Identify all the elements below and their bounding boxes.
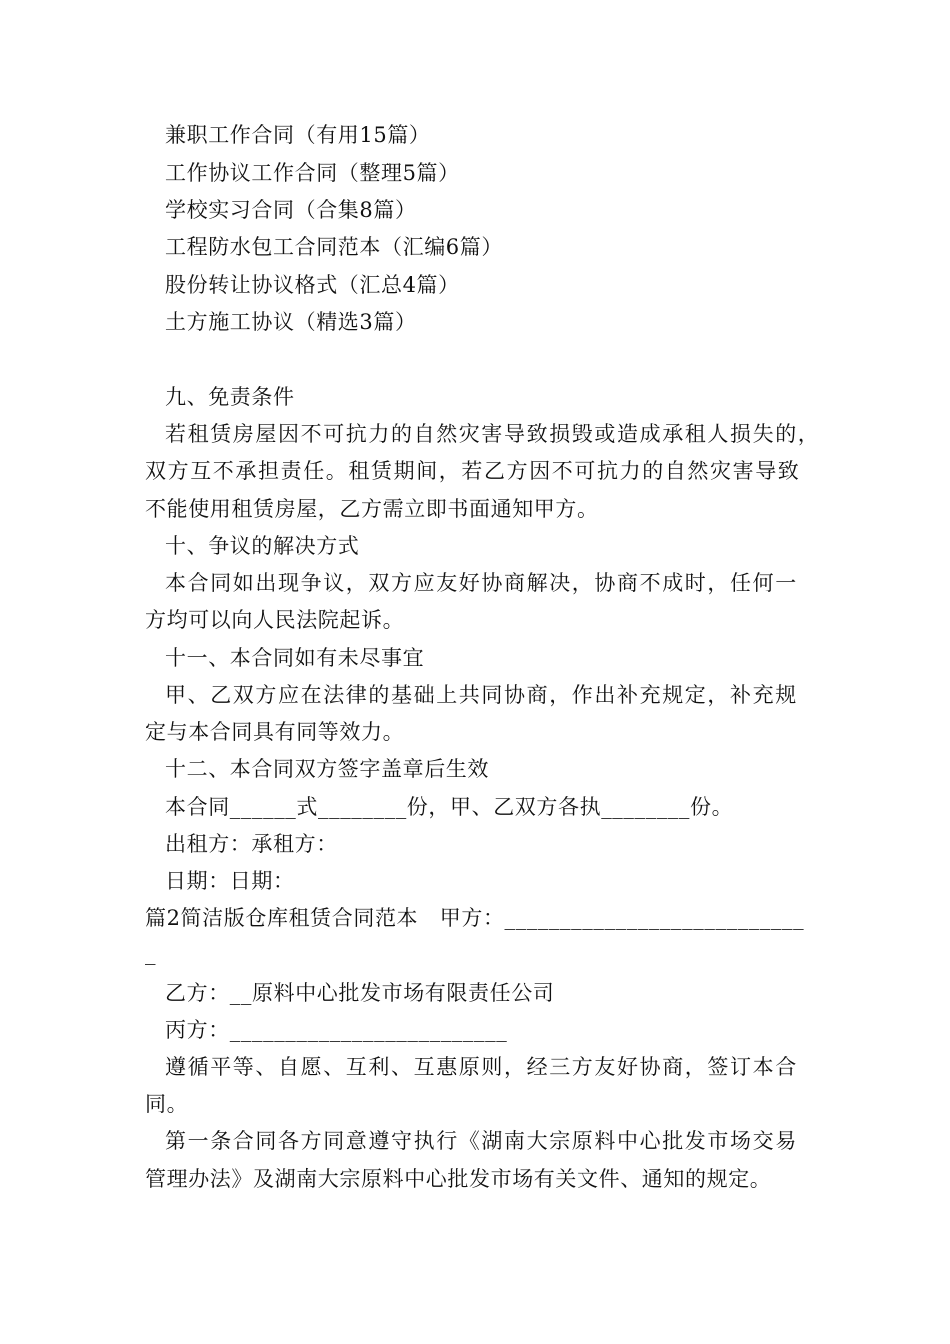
paragraph-line: 管理办法》及湖南大宗原料中心批发市场有关文件、通知的规定。	[145, 1167, 772, 1191]
paragraph-line: 同。	[145, 1092, 189, 1116]
related-link[interactable]: 工作协议工作合同（整理5篇）	[165, 161, 460, 185]
section-heading: 九、免责条件	[165, 385, 295, 409]
paragraph-line: 方均可以向人民法院起诉。	[145, 608, 405, 632]
paragraph-line: 若租赁房屋因不可抗力的自然灾害导致损毁或造成承租人损失的，	[165, 422, 821, 446]
related-link[interactable]: 工程防水包工合同范本（汇编6篇）	[165, 235, 503, 259]
related-link[interactable]: 兼职工作合同（有用15篇）	[165, 123, 431, 147]
party-b-line: 乙方：__原料中心批发市场有限责任公司	[165, 981, 555, 1005]
party-c-line: 丙方：_________________________	[165, 1018, 508, 1042]
paragraph-line: 本合同如出现争议，双方应友好协商解决，协商不成时，任何一	[165, 571, 798, 595]
signature-parties: 出租方：承租方：	[165, 832, 338, 856]
paragraph-line: 甲、乙双方应在法律的基础上共同协商，作出补充规定，补充规	[165, 683, 798, 707]
paragraph-line: 第一条合同各方同意遵守执行《湖南大宗原料中心批发市场交易	[165, 1129, 798, 1153]
section-heading: 十、争议的解决方式	[165, 534, 360, 558]
article-title-wrap: _	[145, 941, 157, 965]
related-link[interactable]: 股份转让协议格式（汇总4篇）	[165, 273, 460, 297]
paragraph-line: 双方互不承担责任。租赁期间，若乙方因不可抗力的自然灾害导致	[145, 459, 801, 483]
related-link[interactable]: 土方施工协议（精选3篇）	[165, 310, 417, 334]
section-heading: 十一、本合同如有未尽事宜	[165, 646, 425, 670]
paragraph-line: 不能使用租赁房屋，乙方需立即书面通知甲方。	[145, 497, 599, 521]
article-title: 篇2简洁版仓库租赁合同范本 甲方：___________________________	[145, 906, 805, 930]
section-heading: 十二、本合同双方签字盖章后生效	[165, 757, 489, 781]
paragraph-line: 本合同______式________份，甲、乙双方各执________份。	[165, 795, 734, 819]
signature-dates: 日期：日期：	[165, 869, 295, 893]
related-link[interactable]: 学校实习合同（合集8篇）	[165, 198, 417, 222]
paragraph-line: 定与本合同具有同等效力。	[145, 720, 405, 744]
paragraph-line: 遵循平等、自愿、互利、互惠原则，经三方友好协商，签订本合	[165, 1055, 798, 1079]
